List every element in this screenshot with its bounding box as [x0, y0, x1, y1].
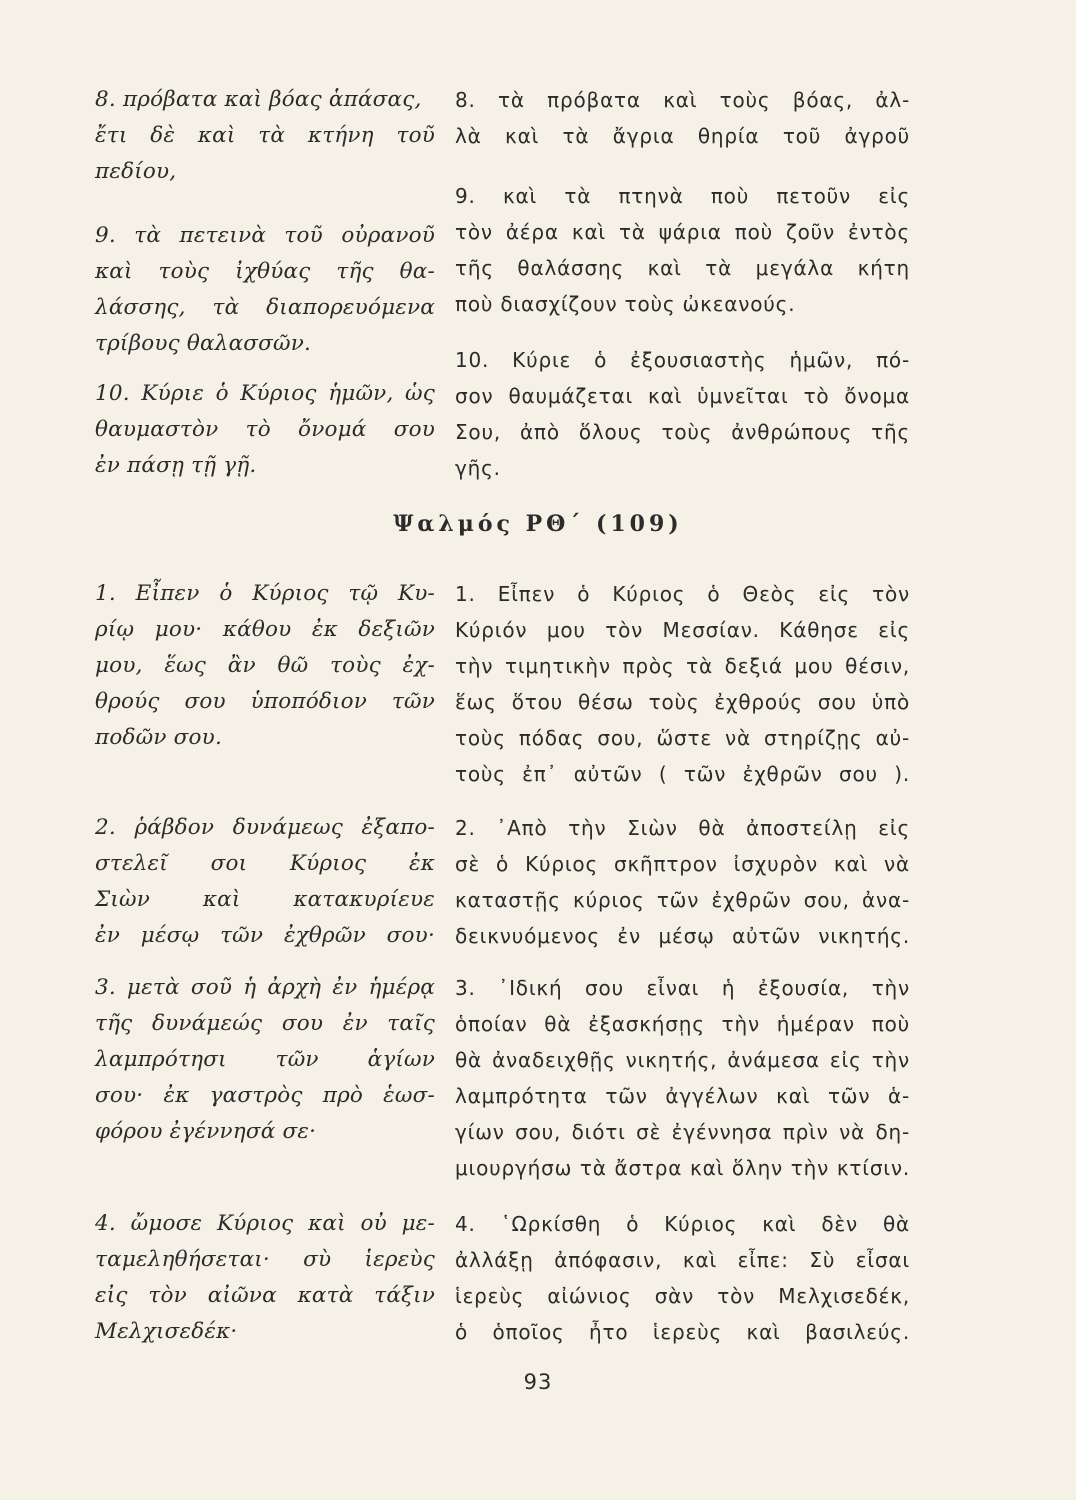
left-verse-1-line: ποδῶν σου.	[95, 725, 222, 750]
right-verse-1-line: 1. Εἶπεν ὁ Κύριος ὁ Θεὸς εἰς τὸν	[455, 582, 910, 606]
right-verse-9	[455, 178, 910, 322]
left-verse-1	[95, 576, 435, 756]
right-verse-8-line: 8. τὰ πρόβατα καὶ τοὺς βόας, ἀλ-	[455, 88, 910, 112]
left-verse-1-line: ρίῳ μου· κάθου ἐκ δεξιῶν	[95, 617, 435, 642]
right-verse-3-line: λαμπρότητα τῶν ἀγγέλων καὶ τῶν ἁ-	[455, 1084, 910, 1108]
left-verse-2-line: Σιὼν καὶ κατακυρίευε	[95, 887, 435, 912]
right-verse-9-line: 9. καὶ τὰ πτηνὰ ποὺ πετοῦν εἰς	[455, 184, 910, 208]
right-verse-9-line: τὸν ἀέρα καὶ τὰ ψάρια ποὺ ζοῦν ἐντὸς	[455, 220, 910, 244]
right-verse-1	[455, 576, 910, 792]
right-verse-3-line: 3. ᾿Ιδική σου εἶναι ἡ ἐξουσία, τὴν	[455, 976, 910, 1000]
right-verse-2	[455, 810, 910, 954]
psalm-title: Ψαλμός ΡΘ΄ (109)	[393, 511, 683, 537]
left-verse-3-line: σου· ἐκ γαστρὸς πρὸ ἑωσ-	[95, 1083, 435, 1108]
right-verse-3-line: μιουργήσω τὰ ἄστρα καὶ ὅλην τὴν κτίσιν.	[455, 1156, 910, 1180]
right-verse-3	[455, 970, 910, 1186]
right-verse-4	[455, 1206, 910, 1350]
right-verse-9-line: ποὺ διασχίζουν τοὺς ὠκεανούς.	[455, 292, 796, 316]
left-verse-2-line: ἐν μέσῳ τῶν ἐχθρῶν σου·	[95, 923, 435, 948]
left-verse-10-line: ἐν πάσῃ τῇ γῇ.	[95, 453, 257, 478]
right-verse-8-line: λὰ καὶ τὰ ἄγρια θηρία τοῦ ἀγροῦ	[455, 124, 910, 148]
left-verse-9-line: 9. τὰ πετεινὰ τοῦ οὐρανοῦ	[95, 223, 435, 248]
right-verse-10-line: Σου, ἀπὸ ὅλους τοὺς ἀνθρώπους τῆς	[455, 420, 910, 444]
page-number: 93	[523, 1370, 553, 1394]
right-verse-3-line: θὰ ἀναδειχθῇς νικητής, ἀνάμεσα εἰς τὴν	[455, 1048, 910, 1072]
right-verse-10	[455, 342, 910, 486]
left-verse-4-line: Μελχισεδέκ·	[95, 1319, 238, 1344]
left-verse-2	[95, 810, 435, 954]
right-verse-4-line: ἱερεὺς αἰώνιος σὰν τὸν Μελχισεδέκ,	[455, 1284, 910, 1308]
right-verse-4-line: 4. ῾Ωρκίσθη ὁ Κύριος καὶ δὲν θὰ	[455, 1212, 910, 1236]
right-verse-1-line: τοὺς ἐπ᾽ αὐτῶν ( τῶν ἐχθρῶν σου ).	[455, 762, 910, 786]
left-verse-3-line: λαμπρότησι τῶν ἁγίων	[95, 1047, 435, 1072]
right-verse-3-line: ὁποίαν θὰ ἐξασκήσῃς τὴν ἡμέραν ποὺ	[455, 1012, 910, 1036]
left-verse-3-line: φόρου ἐγέννησά σε·	[95, 1119, 317, 1144]
right-verse-1-line: Κύριόν μου τὸν Μεσσίαν. Κάθησε εἰς	[455, 618, 910, 642]
left-verse-9-line: λάσσης, τὰ διαπορευόμενα	[95, 295, 435, 320]
left-verse-2-line: 2. ῥάβδον δυνάμεως ἐξαπο-	[95, 815, 435, 840]
right-verse-2-line: καταστῇς κύριος τῶν ἐχθρῶν σου, ἀνα-	[455, 888, 910, 912]
left-verse-8-line: 8. πρόβατα καὶ βόας ἁπάσας,	[95, 87, 422, 112]
right-verse-1-line: τοὺς πόδας σου, ὥστε νὰ στηρίζῃς αὐ-	[455, 726, 910, 750]
left-verse-3-line: 3. μετὰ σοῦ ἡ ἀρχὴ ἐν ἡμέρᾳ	[95, 975, 435, 1000]
left-verse-4-line: ταμεληθήσεται· σὺ ἱερεὺς	[95, 1247, 435, 1272]
left-verse-9-line: τρίβους θαλασσῶν.	[95, 331, 312, 356]
right-verse-10-line: 10. Κύριε ὁ ἐξουσιαστὴς ἡμῶν, πό-	[455, 348, 910, 372]
left-verse-1-line: θρούς σου ὑποπόδιον τῶν	[95, 689, 435, 714]
left-verse-4-line: 4. ὤμοσε Κύριος καὶ οὐ με-	[95, 1211, 435, 1236]
left-verse-2-line: στελεῖ σοι Κύριος ἐκ	[95, 851, 435, 876]
left-verse-1-line: μου, ἕως ἂν θῶ τοὺς ἐχ-	[95, 653, 435, 678]
left-verse-10	[95, 376, 435, 484]
right-verse-2-line: δεικνυόμενος ἐν μέσῳ αὐτῶν νικητής.	[455, 924, 910, 948]
left-verse-10-line: 10. Κύριε ὁ Κύριος ἡμῶν, ὡς	[95, 381, 435, 406]
left-verse-9-line: καὶ τοὺς ἰχθύας τῆς θα-	[95, 259, 435, 284]
right-verse-2-line: 2. ᾿Απὸ τὴν Σιὼν θὰ ἀποστείλῃ εἰς	[455, 816, 910, 840]
left-verse-3	[95, 970, 435, 1150]
right-verse-10-line: γῆς.	[455, 456, 501, 480]
left-verse-10-line: θαυμαστὸν τὸ ὄνομά σου	[95, 417, 435, 442]
right-verse-10-line: σον θαυμάζεται καὶ ὑμνεῖται τὸ ὄνομα	[455, 384, 910, 408]
left-verse-4	[95, 1206, 435, 1350]
left-verse-8-line: πεδίου,	[95, 159, 177, 184]
left-verse-1-line: 1. Εἶπεν ὁ Κύριος τῷ Κυ-	[95, 581, 435, 606]
left-verse-8	[95, 82, 435, 190]
left-verse-8-line: ἔτι δὲ καὶ τὰ κτήνη τοῦ	[95, 123, 435, 148]
right-verse-9-line: τῆς θαλάσσης καὶ τὰ μεγάλα κήτη	[455, 256, 910, 280]
left-verse-4-line: εἰς τὸν αἰῶνα κατὰ τάξιν	[95, 1283, 435, 1308]
right-verse-3-line: γίων σου, διότι σὲ ἐγέννησα πρὶν νὰ δη-	[455, 1120, 910, 1144]
right-verse-4-line: ἀλλάξῃ ἀπόφασιν, καὶ εἶπε: Σὺ εἶσαι	[455, 1248, 910, 1272]
left-verse-9	[95, 218, 435, 362]
right-verse-1-line: τὴν τιμητικὴν πρὸς τὰ δεξιά μου θέσιν,	[455, 654, 910, 678]
right-verse-1-line: ἕως ὅτου θέσω τοὺς ἐχθρούς σου ὑπὸ	[455, 690, 910, 714]
left-verse-3-line: τῆς δυνάμεώς σου ἐν ταῖς	[95, 1011, 435, 1036]
right-verse-4-line: ὁ ὁποῖος ἦτο ἱερεὺς καὶ βασιλεύς.	[455, 1320, 910, 1344]
right-verse-8	[455, 82, 910, 154]
right-verse-2-line: σὲ ὁ Κύριος σκῆπτρον ἰσχυρὸν καὶ νὰ	[455, 852, 910, 876]
